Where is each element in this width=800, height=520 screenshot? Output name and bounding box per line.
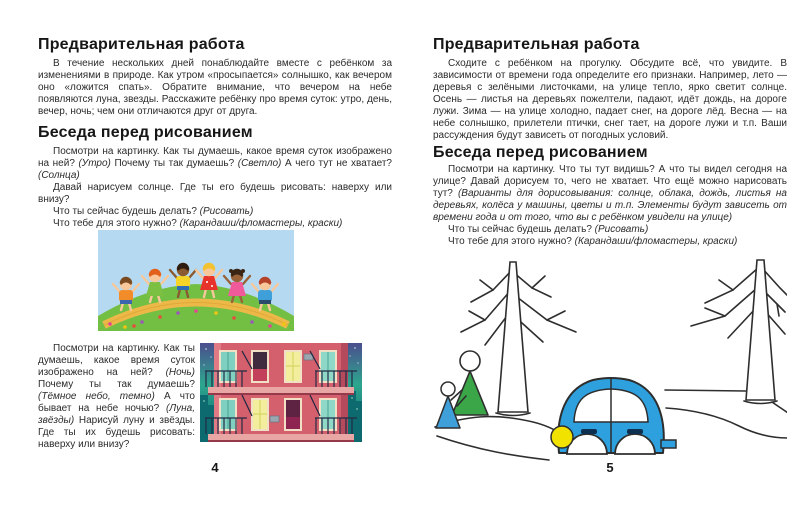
talk-line: Посмотри на картинку. Как ты думаешь, какое время суток изображено на ней? (Утро) Почему ты так думаешь? (Светло) А чего тут не хватает? (Солнца) <box>38 146 392 181</box>
door-handle-icon <box>627 429 643 434</box>
paragraph-preliminary-work: В течение нескольких дней понаблюдайте вместе с ребёнком за изменениями в природе. Как утром «просыпается» солнышко, как вечером оно «ложится спать». Обратите внимание, что вечером на небе появляются луна, звезды. Расскажите ребёнку про время суток: утро, день, вечер, ночь; чем они отличаются друг от друга. <box>38 58 392 117</box>
talk-line: Давай нарисуем солнце. Где ты его будешь рисовать: наверху или внизу? <box>38 182 392 205</box>
adult-figure-icon <box>451 351 488 415</box>
door-handle-icon <box>581 429 597 434</box>
ac-unit-icon <box>270 416 279 422</box>
section-title-talk-before-drawing: Беседа перед рисованием <box>433 144 648 161</box>
paragraph-preliminary-work: Сходите с ребёнком на прогулку. Обсудите всё, что увидите. В зависимости от времени года определите его признаки. Например, лето — деревья с зелёными листочками, на улице тепло, ярко светит солнце. Осень — листья на деревьях пожелтели, падают, идёт дождь, на дороге лужи. Зима — на улице холодно, падает снег, на дороге лёд. Весна — на небе солнышко, прилетели птички, снег тает, на дороге лужи и т.п. Ваши рассуждения будут зависеть от погодных условий. <box>433 58 787 141</box>
talk-line: Что тебе для этого нужно? (Карандаши/фломастеры, краски) <box>448 236 738 247</box>
page-number: 5 <box>606 460 614 475</box>
headlight-icon <box>551 426 573 448</box>
page-right <box>433 0 787 520</box>
talk-questions-block <box>38 146 392 230</box>
car-icon <box>551 378 676 454</box>
exhaust-pipe-icon <box>661 440 676 448</box>
talk-questions-block <box>433 164 787 248</box>
page-number: 4 <box>211 460 219 475</box>
talk-line: Что ты сейчас будешь делать? (Рисовать) <box>53 206 254 217</box>
tree-icon <box>691 260 787 404</box>
page-left <box>38 0 392 520</box>
paragraph-night-questions: Посмотри на картинку. Как ты думаешь, какое время суток изображено на ней? (Ночь) Почему ты так думаешь? (Тёмное небо, темно) А что бывает на небе ночью? (Луна, звёзды) Нарисуй луну и звёзды. Где ты их будешь рисовать: наверху или внизу? <box>38 343 195 450</box>
night-question-block <box>38 343 392 451</box>
section-title-preliminary-work: Предварительная работа <box>433 36 640 53</box>
talk-line: Что тебе для этого нужно? (Карандаши/фломастеры, краски) <box>53 218 343 229</box>
section-title-preliminary-work: Предварительная работа <box>38 36 245 53</box>
building-icon <box>205 343 357 442</box>
illustration-night-building <box>200 343 362 442</box>
section-title-talk-before-drawing: Беседа перед рисованием <box>38 124 253 141</box>
talk-line: Посмотри на картинку. Что ты тут видишь? А что ты видел сегодня на улице? Давай дорисуем то, чего не хватает. Что ещё можно нарисовать тут? (Варианты для дорисовывания: солнце, облака, дождь, листья на деревьях, колёса у машины, цветы и т.п. Элементы будут зависеть от времени года и от того, что вы с ребёнком увидели на улице) <box>433 164 787 223</box>
talk-line: Что ты сейчас будешь делать? (Рисовать) <box>448 224 649 235</box>
illustration-children-dancing-day <box>98 230 294 331</box>
illustration-coloring-outline <box>433 250 787 462</box>
